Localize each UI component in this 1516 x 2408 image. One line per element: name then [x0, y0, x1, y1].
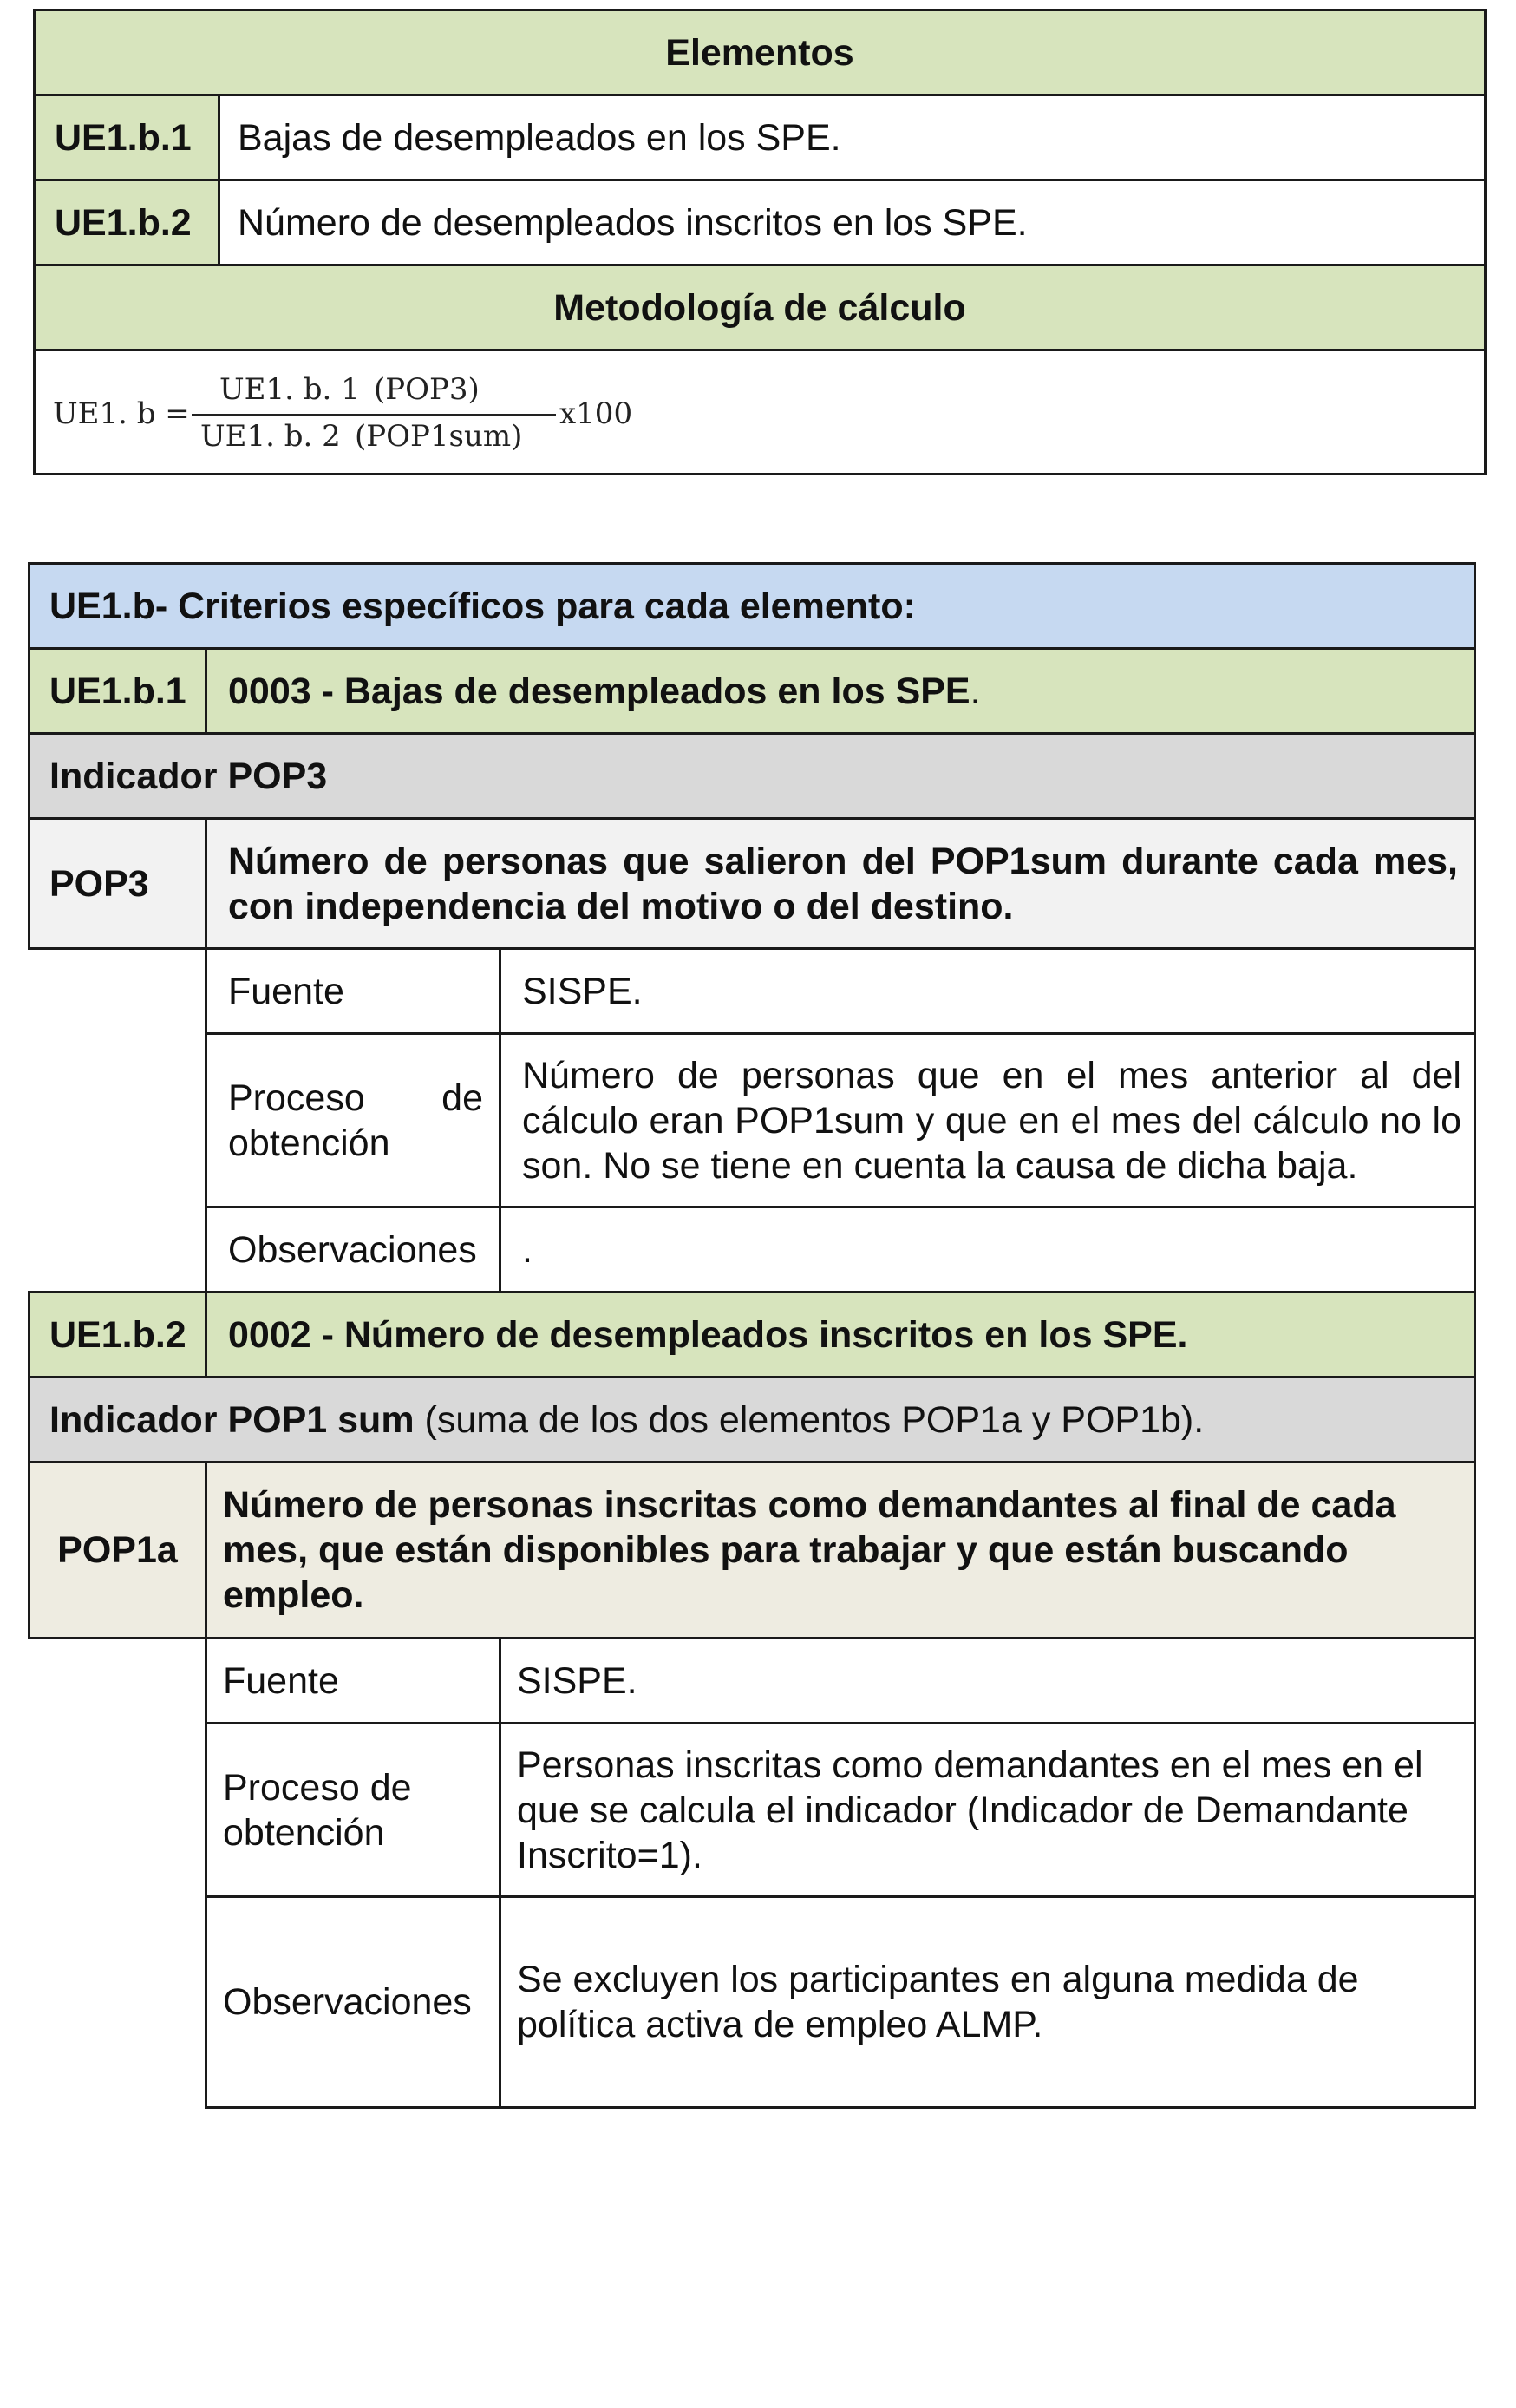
formula [36, 351, 1484, 473]
pop1a-observations-value: Se excluyen los participantes en alguna medida de política activa de empleo ALMP. [499, 1895, 1476, 2109]
indicator-pop3: Indicador POP3 [28, 732, 1476, 820]
pop3-observations-label: Observaciones [205, 1206, 501, 1293]
elements-header: Elementos [33, 9, 1487, 96]
pop1a-observations-label: Observaciones [205, 1895, 501, 2109]
element-2-title: 0002 - Número de desempleados inscritos en los SPE. [205, 1291, 1476, 1378]
element-2-code: UE1.b.2 [28, 1291, 207, 1378]
pop3-process-label: Proceso de obtención [205, 1032, 501, 1208]
formula-numerator-indicator: (POP3) [374, 372, 480, 407]
element-text-1: Bajas de desempleados en los SPE. [218, 94, 1487, 181]
fraction-line [192, 414, 556, 416]
pop3-code: POP3 [28, 817, 207, 950]
formula-numerator-code: UE1. b. 1 [219, 372, 360, 407]
element-1-title: 0003 - Bajas de desempleados en los SPE . [205, 647, 1476, 735]
formula-lhs: UE1. b = [53, 396, 190, 431]
formula-denominator-indicator: (POP1sum) [355, 419, 523, 454]
criteria-title: UE1.b- Criterios específicos para cada elemento: [28, 562, 1476, 650]
pop1a-source-value: SISPE. [499, 1637, 1476, 1724]
pop3-observations-value: . [499, 1206, 1476, 1293]
element-1-code: UE1.b.1 [28, 647, 207, 735]
indicator-pop1-sum: Indicador POP1 sum (suma de los dos elementos POP1a y POP1b). [28, 1376, 1476, 1463]
pop3-source-value: SISPE. [499, 947, 1476, 1035]
pop1a-definition: Número de personas inscritas como demandantes al final de cada mes, que están disponibles para trabajar y que están buscando empleo. [205, 1461, 1476, 1639]
formula-cell [33, 349, 1487, 475]
pop3-source-label: Fuente [205, 947, 501, 1035]
element-text-2: Número de desempleados inscritos en los SPE. [218, 179, 1487, 266]
formula-denominator-code: UE1. b. 2 [200, 419, 341, 454]
pop3-process-value: Número de personas que en el mes anterior al del cálculo eran POP1sum y que en el mes del cálculo no lo son. No se tiene en cuenta la causa de dicha baja. [499, 1032, 1476, 1208]
pop1a-process-label: Proceso de obtención [205, 1722, 501, 1898]
pop1a-process-value: Personas inscritas como demandantes en el mes en el que se calcula el indicador (Indicador de Demandante Inscrito=1). [499, 1722, 1476, 1898]
element-code-2: UE1.b.2 [33, 179, 220, 266]
element-code-1: UE1.b.1 [33, 94, 220, 181]
pop1a-source-label: Fuente [205, 1637, 501, 1724]
pop3-definition: Número de personas que salieron del POP1sum durante cada mes, con independencia del motivo o del destino. [205, 817, 1476, 950]
formula-factor: x100 [559, 396, 633, 431]
pop1a-code: POP1a [28, 1461, 207, 1639]
methodology-header: Metodología de cálculo [33, 264, 1487, 351]
